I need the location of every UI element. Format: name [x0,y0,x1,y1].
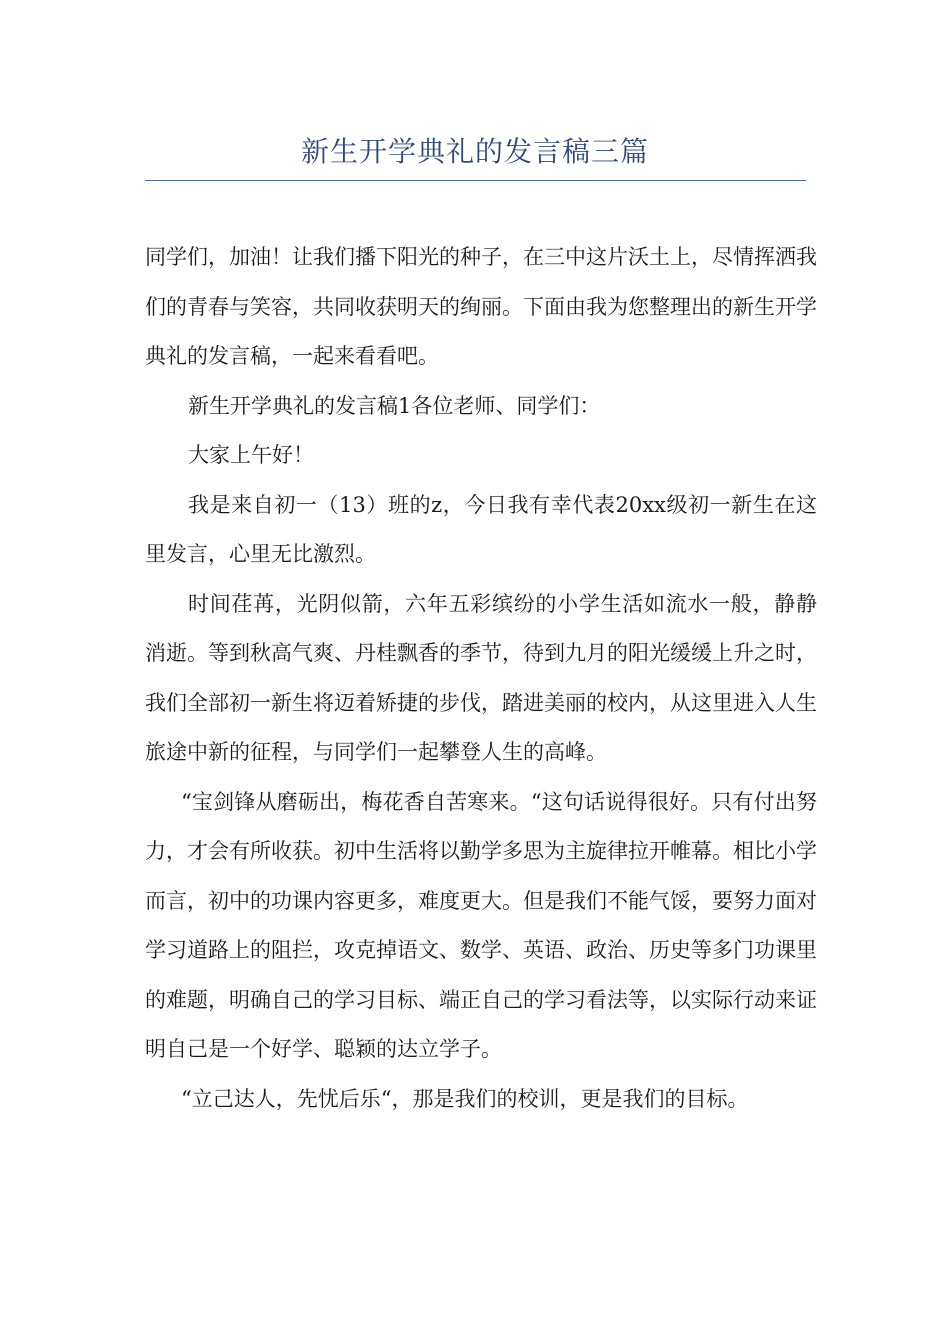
document-title: 新生开学典礼的发言稿三篇 [300,135,649,168]
paragraph-time-passes: 时间荏苒，光阴似箭，六年五彩缤纷的小学生活如流水一般，静静消逝。等到秋高气爽、丹桂飘香的季节，待到九月的阳光缓缓上升之时，我们全部初一新生将迈着矫捷的步伐，踏进美丽的校内，从这里进入人生旅途中新的征程，与同学们一起攀登人生的高峰。 [145,591,817,764]
paragraph-school-motto: “立己达人，先忧后乐“，那是我们的校训，更是我们的目标。 [181,1086,749,1111]
paragraph-greeting: 大家上午好！ [188,443,314,467]
title-underline [145,180,806,181]
paragraph-self-intro: 我是来自初一（13）班的z，今日我有幸代表20xx级初一新生在这里发言，心里无比激烈。 [145,492,817,566]
document-body [145,233,817,1124]
paragraph-intro: 同学们，加油！让我们播下阳光的种子，在三中这片沃土上，尽情挥洒我们的青春与笑容，共同收获明天的绚丽。下面由我为您整理出的新生开学典礼的发言稿，一起来看看吧。 [145,245,817,368]
paragraph-quote-effort: “宝剑锋从磨砺出，梅花香自苦寒来。“这句话说得很好。只有付出努力，才会有所收获。初中生活将以勤学多思为主旋律拉开帷幕。相比小学而言，初中的功课内容更多，难度更大。但是我们不能气馁，要努力面对学习道路上的阻拦，攻克掉语文、数学、英语、政治、历史等多门功课里的难题，明确自己的学习目标、端正自己的学习看法等，以实际行动来证明自己是一个好学、聪颖的达立学子。 [145,789,817,1061]
paragraph-speech-heading: 新生开学典礼的发言稿1各位老师、同学们： [188,393,601,418]
